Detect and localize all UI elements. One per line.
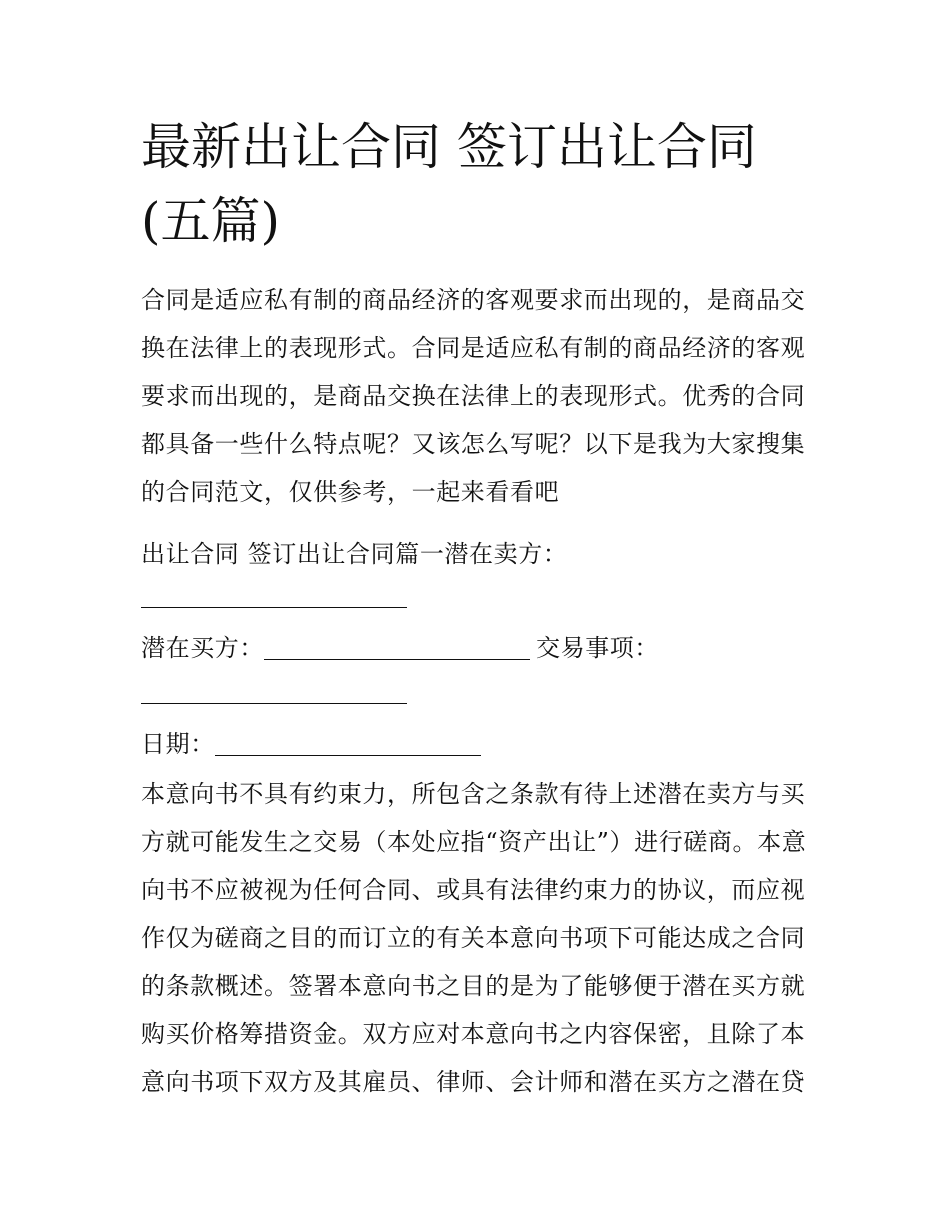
buyer-matter-row (141, 624, 659, 672)
matter-label: 交易事项： (536, 634, 659, 662)
buyer-blank-line (264, 639, 530, 660)
date-blank-line (215, 735, 481, 756)
section-heading: 出让合同 签订出让合同篇一潜在卖方： (141, 540, 568, 568)
document-title: 最新出让合同 签订出让合同(五篇) (141, 118, 757, 250)
date-row (141, 720, 487, 768)
intro-paragraph: 合同是适应私有制的商品经济的客观要求而出现的，是商品交换在法律上的表现形式。合同是适应私有制的商品经济的客观要求而出现的，是商品交换在法律上的表现形式。优秀的合同都具备一些什么特点呢？又该怎么写呢？以下是我为大家搜集的合同范文，仅供参考，一起来看看吧 (141, 286, 806, 506)
matter-blank-line (141, 703, 407, 704)
buyer-label: 潜在买方： (141, 634, 264, 662)
date-label: 日期： (141, 730, 215, 758)
terms-paragraph: 本意向书不具有约束力，所包含之条款有待上述潜在卖方与买方就可能发生之交易（本处应指“资产出让”）进行磋商。本意向书不应被视为任何合同、或具有法律约束力的协议，而应视作仅为磋商之目的而订立的有关本意向书项下可能达成之合同的条款概述。签署本意向书之目的是为了能够便于潜在买方就购买价格筹措资金。双方应对本意向书之内容保密，且除了本意向书项下双方及其雇员、律师、会计师和潜在买方之潜在贷 (141, 780, 807, 1096)
seller-blank-line (141, 607, 407, 608)
